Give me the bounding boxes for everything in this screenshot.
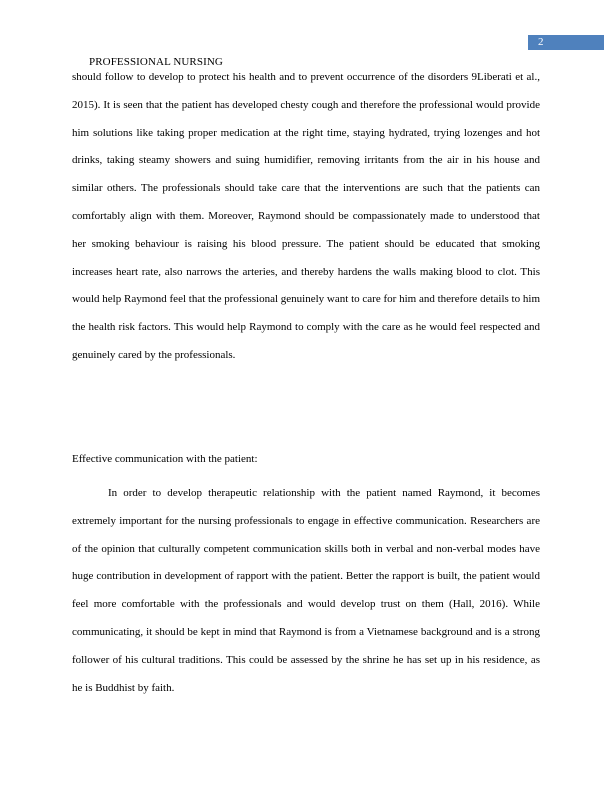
section-heading: Effective communication with the patient: xyxy=(72,453,258,465)
page-number: 2 xyxy=(538,36,544,48)
body-paragraph-1: should follow to develop to protect his health and to prevent occurrence of the disorders 9Liberati et al., 2015). It is seen that the patient has developed chesty cough and therefore the professional would provide him solutions like taking proper medication at the right time, staying hydrated, trying lozenges and hot drinks, taking steamy showers and suing humidifier, removing irritants from the air in his house and similar others. The professionals should take care that the interventions are such that the patients can comfortably align with them. Moreover, Raymond should be compassionately made to understood that her smoking behaviour is raising his blood pressure. The patient should be educated that smoking increases heart rate, also narrows the arteries, and thereby hardens the walls making blood to clot. This would help Raymond feel that the professional genuinely want to care for him and therefore details to him the health risk factors. This would help Raymond to comply with the care as he would feel respected and genuinely cared by the professionals. xyxy=(72,71,540,361)
page-number-bar xyxy=(528,35,604,50)
running-head: PROFESSIONAL NURSING xyxy=(89,56,223,68)
body-paragraph-2: In order to develop therapeutic relationship with the patient named Raymond, it becomes extremely important for the nursing professionals to engage in effective communication. Researchers are of the opinion that culturally competent communication skills both in verbal and non-verbal modes have huge contribution in development of rapport with the patient. Better the rapport is built, the patient would feel more comfortable with the professionals and would develop trust on them (Hall, 2016). While communicating, it should be kept in mind that Raymond is from a Vietnamese background and is a strong follower of his cultural traditions. This could be assessed by the shrine he has set up in his residence, as he is Buddhist by faith. xyxy=(72,487,540,694)
